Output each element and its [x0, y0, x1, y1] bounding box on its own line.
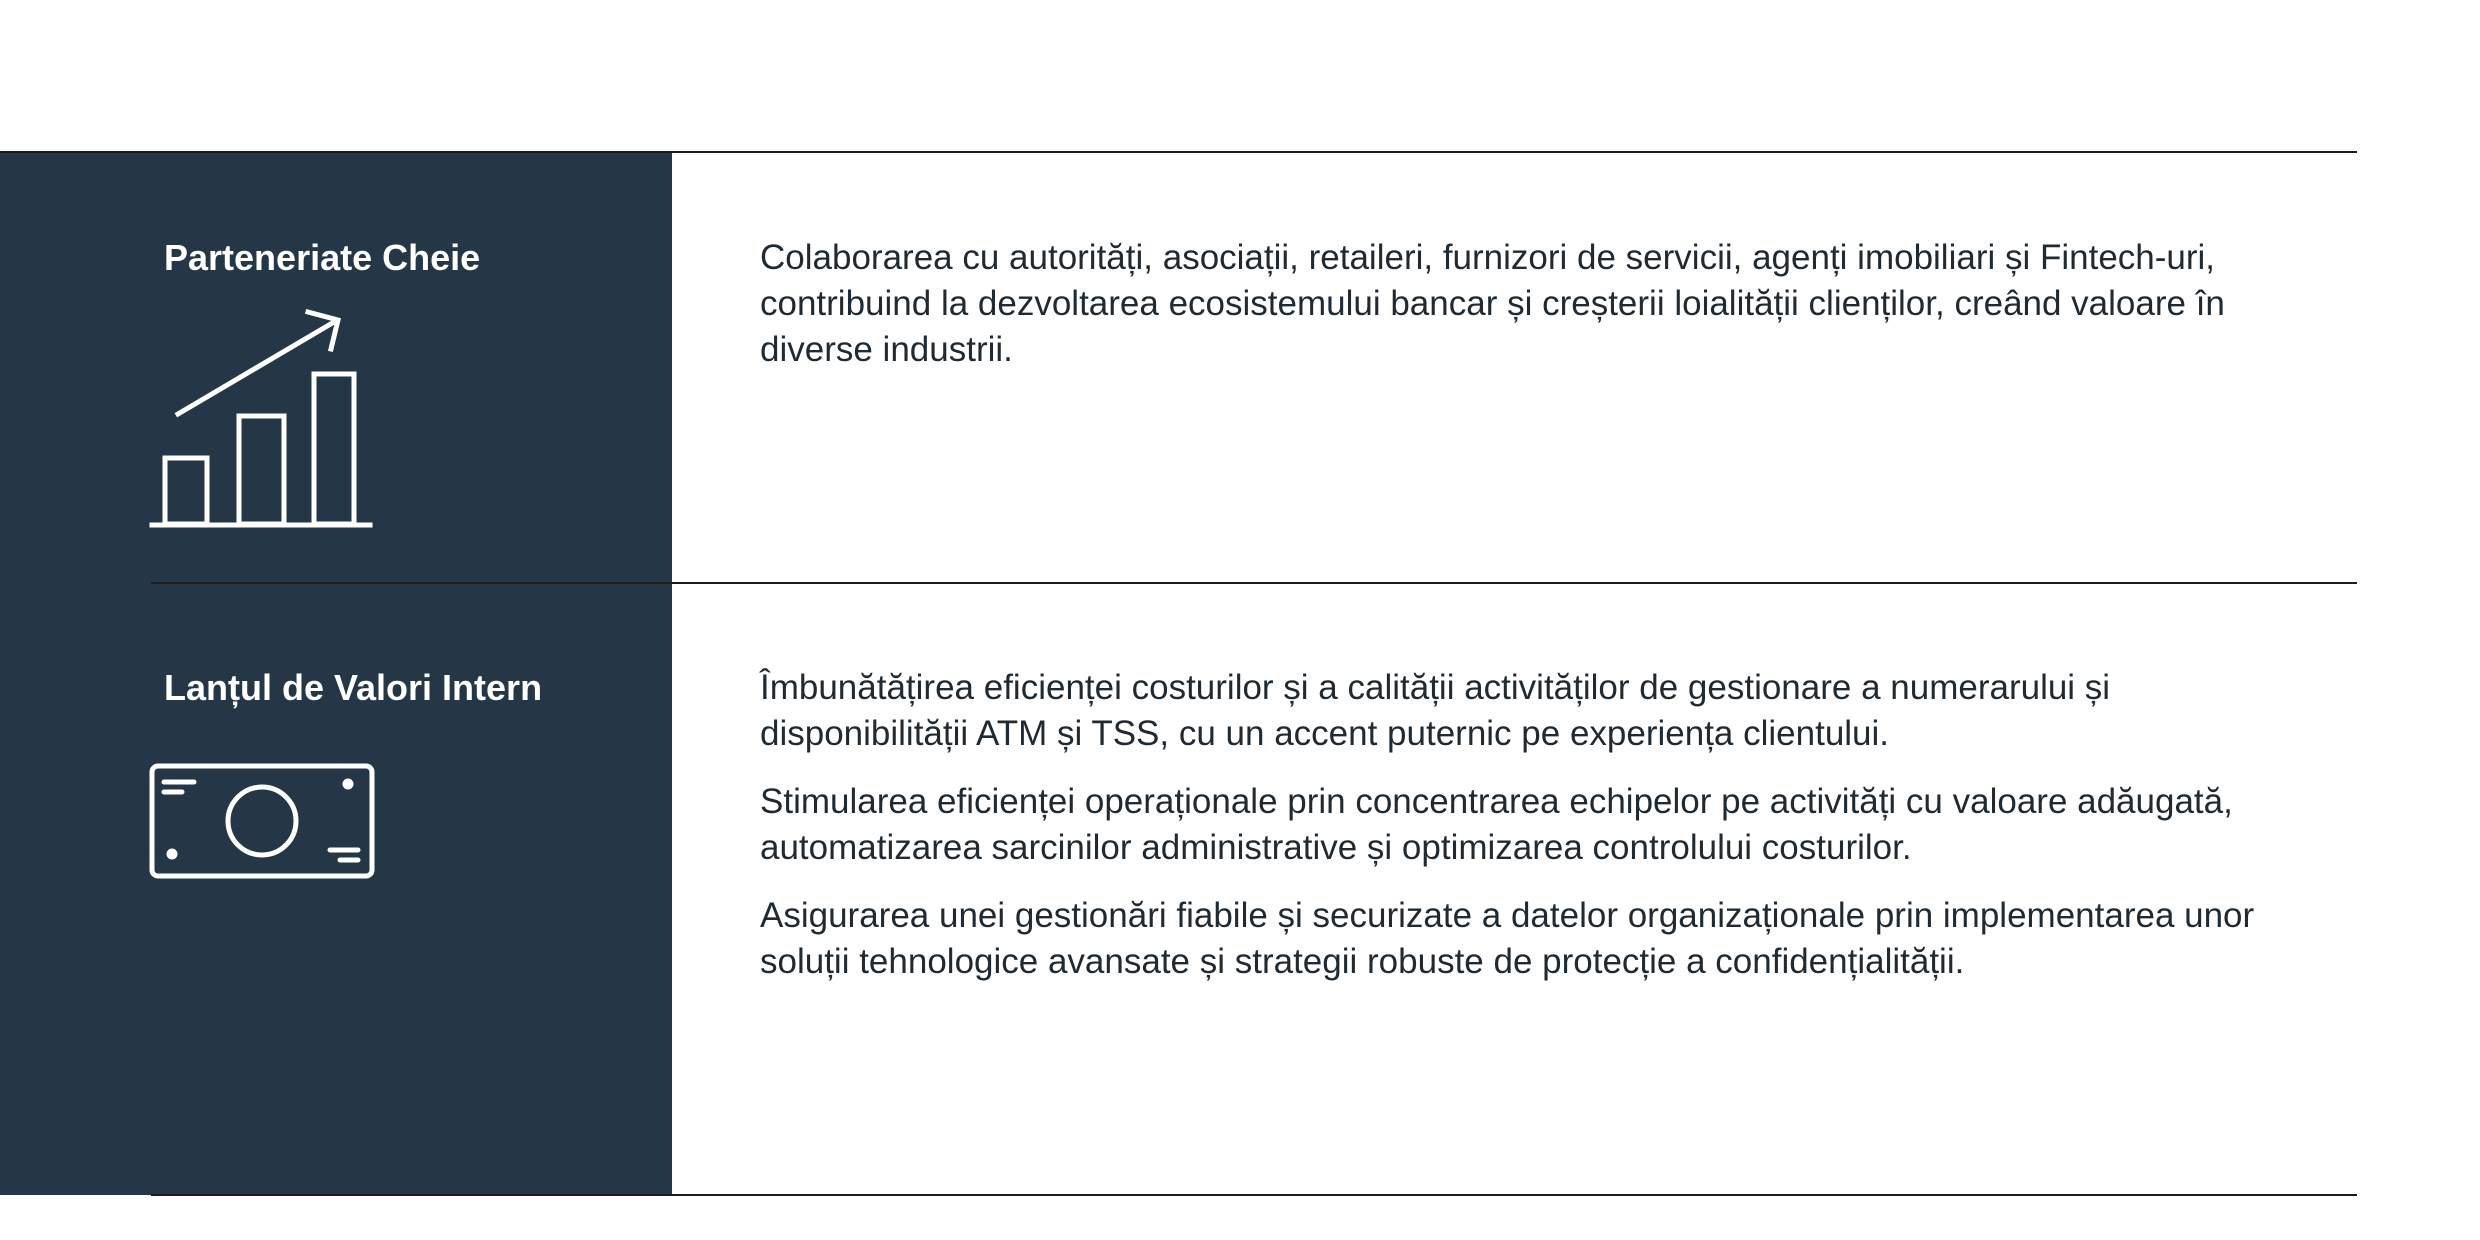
paragraph: Stimularea eficienței operaționale prin concentrarea echipelor pe activități cu valoare adăugată, automatizarea sarcinilor administrative și optimizarea controlului costurilor.: [760, 782, 2233, 867]
section-title-lantul-valori: Lanțul de Valori Intern: [164, 667, 543, 708]
section-body-parteneriate: [760, 235, 2320, 395]
paragraph: Colaborarea cu autorități, asociații, retaileri, furnizori de servicii, agenți imobiliari și Fintech-uri, contribuind la dezvoltarea ecosistemului bancar și creșterii loialității clienților, creând valoare în diverse industrii.: [760, 238, 2225, 369]
growth-bar-chart-icon: [148, 300, 380, 536]
paragraph: Asigurarea unei gestionări fiabile și securizate a datelor organizaționale prin implementarea unor soluții tehnologice avansate și strategii robuste de protecție a confidențialității.: [760, 896, 2255, 981]
bottom-divider: [151, 1194, 2357, 1196]
section-body-lantul-valori: [760, 665, 2320, 1007]
section-title-parteneriate: Parteneriate Cheie: [164, 237, 481, 278]
banknote-icon: [148, 762, 380, 884]
top-divider: [0, 151, 2357, 153]
paragraph: Îmbunătățirea eficienței costurilor și a calității activităților de gestionare a numerarului și disponibilității ATM și TSS, cu un accent puternic pe experiența clientului.: [760, 668, 2111, 753]
middle-divider: [151, 582, 2357, 584]
